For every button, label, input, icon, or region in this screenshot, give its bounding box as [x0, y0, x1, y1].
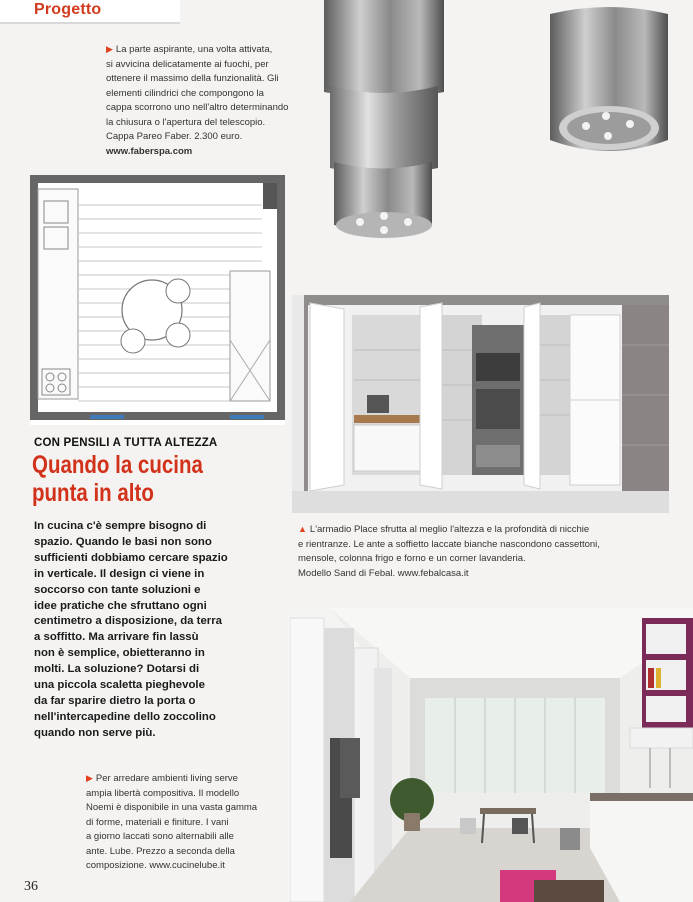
caption-marker-icon: ▲	[298, 524, 307, 534]
page-number: 36	[24, 879, 38, 894]
wardrobe-caption-line: e rientranze. Le ante a soffietto laccate bianche nascondono cassettoni,	[298, 538, 600, 550]
body-line: centimetro a disposizione, da terra	[34, 615, 222, 628]
hood-caption-line: cappa scorrono uno nell'altro determinando	[106, 102, 289, 113]
living-caption	[86, 771, 286, 874]
wardrobe-caption-line: L'armadio Place sfrutta al meglio l'altezza e la profondità di nicchie	[309, 524, 590, 535]
body-line: molti. La soluzione? Dotarsi di	[34, 663, 200, 676]
wardrobe-caption	[298, 522, 678, 581]
living-caption-line: composizione. www.cucinelube.it	[86, 860, 225, 871]
hood-caption-line: si avvicina delicatamente ai fuochi, per	[106, 58, 269, 70]
body-line: quando non serve più.	[34, 726, 156, 739]
body-line: a soffitto. Ma arrivare fin lassù	[34, 631, 199, 644]
living-caption-line: a giorno laccati sono alternabili alle	[86, 831, 234, 842]
body-line: sufficienti dobbiamo cercare spazio	[34, 551, 228, 564]
hood-photo-retracted	[546, 0, 672, 170]
living-caption-line: ampia libertà compositiva. Il modello	[86, 787, 240, 799]
hood-photo-extended	[318, 0, 450, 260]
caption-marker-icon: ▶	[86, 773, 93, 783]
body-line: soccorso con tante soluzioni e	[34, 583, 201, 596]
living-kitchen-photo	[290, 608, 693, 902]
hood-caption	[106, 42, 326, 159]
wardrobe-caption-line: Modello Sand di Febal. www.febalcasa.it	[298, 567, 469, 579]
body-line: non è semplice, obietteranno in	[34, 647, 205, 660]
headline-line: Quando la cucina	[32, 451, 203, 479]
body-line: spazio. Quando le basi non sono	[34, 535, 212, 548]
living-caption-line: di forme, materiali e finiture. I vani	[86, 816, 229, 828]
body-line: nell'intercapedine dello zoccolino	[34, 710, 216, 723]
article-kicker: CON PENSILI A TUTTA ALTEZZA	[34, 437, 218, 449]
article-headline	[32, 451, 203, 507]
body-line: idee pratiche che sfruttano ogni	[34, 599, 207, 612]
body-line: una piccola scaletta pieghevole	[34, 679, 205, 692]
hood-caption-url: www.faberspa.com	[106, 145, 193, 157]
body-line: in verticale. Il design ci viene in	[34, 567, 205, 580]
body-line: da far sparire dietro la porta o	[34, 694, 196, 707]
wardrobe-photo	[292, 295, 669, 513]
living-caption-line: Noemi è disponibile in una vasta gamma	[86, 802, 258, 813]
article-body	[34, 519, 274, 742]
living-caption-line: ante. Lube. Prezzo a seconda della	[86, 845, 235, 857]
wardrobe-caption-line: mensole, colonna frigo e forno e un corner lavanderia.	[298, 553, 526, 564]
kitchen-floor-plan	[30, 175, 285, 425]
hood-caption-line: la chiusura o l'apertura del telescopio.	[106, 116, 266, 128]
section-label: Progetto	[34, 1, 102, 18]
hood-caption-line: Cappa Pareo Faber. 2.300 euro.	[106, 131, 243, 142]
living-caption-line: Per arredare ambienti living serve	[95, 773, 238, 784]
body-line: In cucina c'è sempre bisogno di	[34, 520, 207, 532]
hood-caption-line: ottenere il massimo della funzionalità. Gli	[106, 73, 279, 84]
headline-line: punta in alto	[32, 479, 154, 507]
hood-caption-line: La parte aspirante, una volta attivata,	[115, 44, 273, 55]
caption-marker-icon: ▶	[106, 44, 113, 54]
hood-caption-line: elementi cilindrici che compongono la	[106, 87, 264, 99]
